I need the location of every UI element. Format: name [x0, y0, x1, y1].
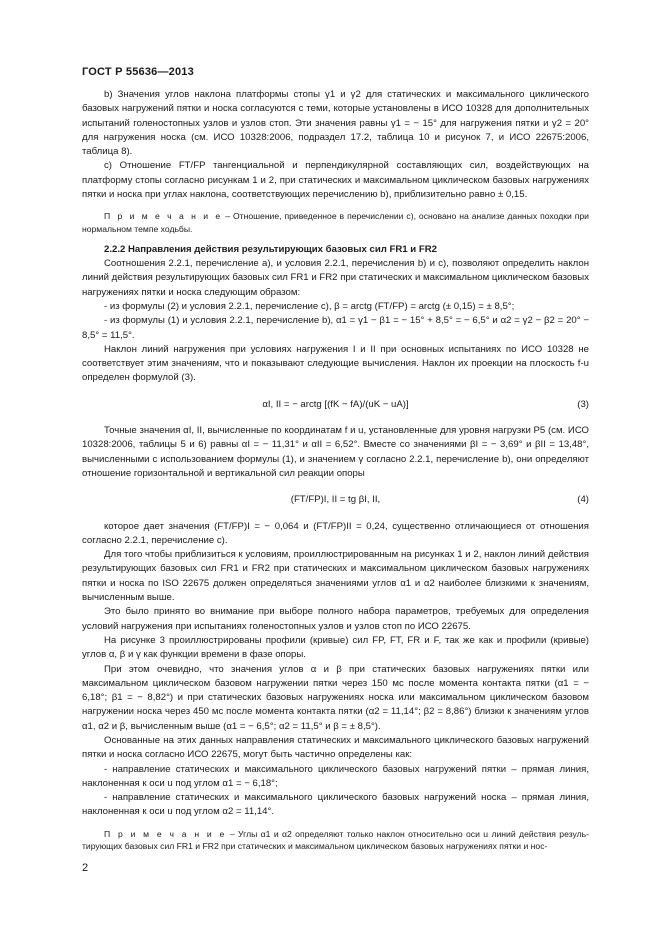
paragraph-8: Это было принято во внимание при выборе полного набора параметров, требуемых для определения условий нагружения при испытаниях голеностопных узлов и узлов стоп по ИСО 22675. — [82, 606, 589, 632]
formula-4 — [82, 493, 589, 507]
formula-3-number: (3) — [577, 398, 589, 410]
paragraph-5: Точные значения αI, II, вычисленные по координатам f и u, установленные для уровня нагрузки P5 (см. ИСО 10328:2006, таблицы 5 и 6) равны αI = − 11,31° и αII = 6,52°. Вместе со значениями βI = − 3,69° и βII = 13,48°, вычисленными с использованием формулы (1), и значением γ согласно 2.2.1, перечисление b), они определяют отношение горизонтальной и вертикальной сил реакции опоры — [82, 425, 589, 479]
page-content — [82, 88, 589, 852]
paragraph-c: c) Отношение FT/FP тангенциальной и перпендикулярной составляющих сил, воздействующих на платформу стопы согласно рисункам 1 и 2, при статических и максимальном циклическом базовых нагружениях пятки и носка при углах наклона, соответствующих перечислению b), приблизительно равно ± 0,15. — [82, 160, 589, 201]
note-text: – Углы α1 и α2 определяют только наклон относительно оси u линий действия результирующих базовых сил FR1 и FR2 при статических и максимальном циклическом базовых нагружениях пятки и нос- — [82, 828, 589, 851]
formula-3-expression: αI, II = − arctg [(fK − fA)/(uK − uA)] — [262, 398, 409, 410]
standard-header: ГОСТ Р 55636—2013 — [82, 66, 194, 78]
section-heading: 2.2.2 Направления действия результирующих базовых сил FR1 и FR2 — [104, 243, 437, 255]
paragraph-11: Основанные на этих данных направления статических и максимального циклического базовых нагружений пятки и носка согласно ИСО 22675, могут быть частично определены как: — [82, 734, 589, 761]
page-number: 2 — [82, 862, 89, 874]
note-2 — [82, 828, 589, 852]
paragraph-3: - из формулы (1) и условия 2.2.1, перечисление b), α1 = γ1 − β1 = − 15° + 8,5° = − 6,5° и α2 = γ2 − β2 = 20° − 8,5° = 11,5°. — [82, 315, 589, 341]
paragraph-10: При этом очевидно, что значения углов α и β при статических базовых нагружениях пятки или максимальном циклическом базовом нагружении пятки через 150 мс после момента контакта пятки (α1 = − 6,18°; β1 = − 8,82°) и при статических базовых нагружениях носка или максимальном циклическом базовом нагружении носка через 450 мс после момента контакта пятки (α2 = 11,14°; β2 = 8,86°) близки к значениям углов α1, α2 и β, вычисленным выше (α1 = − 6,5°; α2 = 11,5° и β = ± 8,5°). — [82, 663, 589, 732]
note-text: – Отношение, приведенное в перечислении c), основано на анализе данных походки при нормальном темпе ходьбы. — [82, 211, 589, 234]
formula-4-expression: (FT/FP)I, II = tg βI, II, — [290, 494, 381, 506]
paragraph-1: Соотношения 2.2.1, перечисление a), и условия 2.2.1, перечисления b) и c), позволяют определить наклон линий действия результирующих базовых сил FR1 и FR2 при статических и максимальном циклическом базовых нагружениях пятки и носка следующим образом: — [82, 258, 589, 298]
note-label: П р и м е ч а н и е — [104, 211, 223, 222]
note-1 — [82, 210, 589, 234]
paragraph-6: которое дает значения (FT/FP)I = − 0,064 и (FT/FP)II = 0,24, существенно отличающиеся от отношения согласно 2.2.1, перечисление c). — [82, 520, 589, 546]
paragraph-9: На рисунке 3 проиллюстрированы профили (кривые) сил FP, FT, FR и F, так же как и профили (кривые) углов α, β и γ как функции времени в фазе опоры. — [82, 634, 589, 661]
paragraph-2: - из формулы (2) и условия 2.2.1, перечисление c), β = arctg (FT/FP) = arctg (± 0,15) = ± 8,5°; — [104, 300, 515, 312]
paragraph-12: - направление статических и максимального циклического базовых нагружений пятки – прямая линия, наклоненная к оси u под углом α1 = − 6,18°; — [82, 763, 589, 789]
formula-3 — [82, 398, 589, 412]
paragraph-7: Для того чтобы приблизиться к условиям, проиллюстрированным на рисунках 1 и 2, наклон линий действия результирующих базовых сил FR1 и FR2 при статических и максимальном циклическом базовых нагружениях пятки и носка по ISO 22675 должен определяться значениями углов α1 и α2 наиболее близкими к значениям, вычисленным выше. — [82, 549, 589, 604]
paragraph-13: - направление статических и максимального циклического базовых нагружений носка – прямая линия, наклоненная к оси u под углом α2 = 11,14°. — [82, 792, 589, 818]
paragraph-4: Наклон линий нагружения при условиях нагружения I и II при основных испытаниях по ИСО 10328 не соответствует этим значениям, что и показывают следующие вычисления. Наклон их проекции на плоскость f-u определен формулой (3). — [82, 343, 589, 384]
paragraph-b: b) Значения углов наклона платформы стопы γ1 и γ2 для статических и максимального циклического базовых нагружений пятки и носка согласуются с теми, которые установлены в ИСО 10328 для дополнительных испытаний голеностопных узлов и узлов стоп. Эти значения равны γ1 = − 15° для нагружения пятки и γ2 = 20° для нагружения носка (см. ИСО 10328:2006, подраздел 17.2, таблица 10 и рисунок 7, и ИСО 22675:2006, таблица 8). — [82, 89, 589, 158]
formula-4-number: (4) — [577, 494, 589, 506]
note-label: П р и м е ч а н и е — [104, 828, 227, 839]
